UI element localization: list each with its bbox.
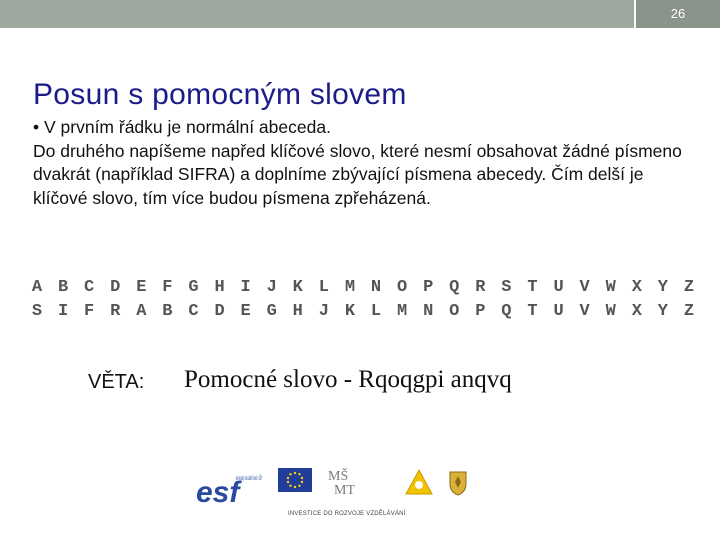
- esf-logo: [196, 468, 311, 510]
- cipher-alphabet-letter: A: [136, 302, 147, 321]
- plain-alphabet-letter: A: [31, 278, 43, 297]
- plain-alphabet-letter: X: [631, 278, 642, 297]
- slide-body: [33, 116, 683, 210]
- bullet-text: • V prvním řádku je normální abeceda.: [33, 117, 331, 137]
- cipher-alphabet-letter: Y: [657, 302, 668, 321]
- svg-text:MŠ: MŠ: [328, 469, 349, 484]
- plain-alphabet-letter: M: [344, 278, 356, 297]
- plain-alphabet-letter: V: [579, 278, 590, 297]
- plain-alphabet-letter: K: [292, 278, 303, 297]
- cipher-alphabet-letter: W: [605, 302, 616, 321]
- cipher-alphabet-letter: S: [31, 302, 43, 321]
- cipher-alphabet-letter: P: [475, 302, 486, 321]
- paragraph-text: Do druhého napíšeme napřed klíčové slovo, které nesmí obsahovat žádné písmeno dvakrát (například SIFRA) a doplníme zbývající písmena abecedy. Čím delší je klíčové slovo, tím více budou písmena zpřeházená.: [33, 140, 682, 208]
- school-crest-logo: [448, 470, 468, 496]
- esf-logo-text: esf: [196, 476, 240, 509]
- footer-caption: INVESTICE DO ROZVOJE VZDĚLÁVÁNÍ: [288, 511, 406, 517]
- svg-text:MT: MT: [334, 483, 355, 498]
- plain-alphabet-letter: H: [214, 278, 225, 297]
- cipher-alphabet-row: [28, 300, 698, 324]
- plain-alphabet-letter: I: [240, 278, 251, 297]
- top-bar: [0, 0, 720, 28]
- veta-label: VĚTA:: [88, 371, 145, 393]
- cipher-alphabet-letter: X: [631, 302, 642, 321]
- plain-alphabet-row: [28, 276, 698, 300]
- cipher-alphabet-letter: R: [110, 302, 121, 321]
- cipher-alphabet-letter: N: [423, 302, 434, 321]
- plain-alphabet-letter: Q: [449, 278, 460, 297]
- veta-text: Pomocné slovo - Rqoqgpi anqvq: [184, 366, 512, 393]
- plain-alphabet-letter: Z: [683, 278, 695, 297]
- cipher-table: [28, 276, 698, 324]
- plain-alphabet-letter: R: [475, 278, 486, 297]
- cipher-alphabet-letter: D: [214, 302, 225, 321]
- page-number: 26: [634, 0, 720, 28]
- msmt-logo: [326, 466, 358, 498]
- cipher-alphabet-letter: I: [57, 302, 69, 321]
- cipher-alphabet-letter: C: [188, 302, 199, 321]
- cipher-alphabet-letter: Z: [683, 302, 695, 321]
- plain-alphabet-letter: D: [110, 278, 121, 297]
- cipher-alphabet-letter: M: [396, 302, 408, 321]
- cipher-alphabet-letter: L: [370, 302, 382, 321]
- plain-alphabet-letter: G: [188, 278, 199, 297]
- cipher-alphabet-letter: Q: [501, 302, 512, 321]
- plain-alphabet-letter: P: [423, 278, 434, 297]
- cipher-alphabet-letter: O: [449, 302, 460, 321]
- cipher-alphabet-letter: K: [344, 302, 356, 321]
- cipher-alphabet-letter: V: [579, 302, 590, 321]
- footer-logos: [196, 466, 472, 520]
- cipher-alphabet-letter: F: [84, 302, 95, 321]
- plain-alphabet-letter: N: [370, 278, 382, 297]
- plain-alphabet-letter: W: [605, 278, 616, 297]
- plain-alphabet-letter: L: [318, 278, 329, 297]
- plain-alphabet-letter: B: [57, 278, 69, 297]
- op-logo: [402, 468, 436, 498]
- cipher-alphabet-letter: J: [318, 302, 329, 321]
- plain-alphabet-letter: C: [84, 278, 95, 297]
- cipher-alphabet-letter: H: [292, 302, 303, 321]
- plain-alphabet-letter: E: [136, 278, 147, 297]
- eu-flag-logo: [278, 468, 312, 492]
- slide-title: Posun s pomocným slovem: [33, 78, 407, 111]
- plain-alphabet-letter: O: [396, 278, 408, 297]
- cipher-alphabet-letter: T: [527, 302, 538, 321]
- cipher-alphabet-letter: U: [553, 302, 564, 321]
- cipher-alphabet-letter: B: [162, 302, 173, 321]
- plain-alphabet-letter: F: [162, 278, 173, 297]
- plain-alphabet-letter: U: [553, 278, 564, 297]
- esf-side-text: evropský sociální fond v ČR: [236, 476, 311, 482]
- cipher-alphabet-letter: G: [266, 302, 277, 321]
- plain-alphabet-letter: T: [527, 278, 538, 297]
- plain-alphabet-letter: S: [501, 278, 512, 297]
- plain-alphabet-letter: Y: [657, 278, 668, 297]
- cipher-alphabet-letter: E: [240, 302, 251, 321]
- plain-alphabet-letter: J: [266, 278, 277, 297]
